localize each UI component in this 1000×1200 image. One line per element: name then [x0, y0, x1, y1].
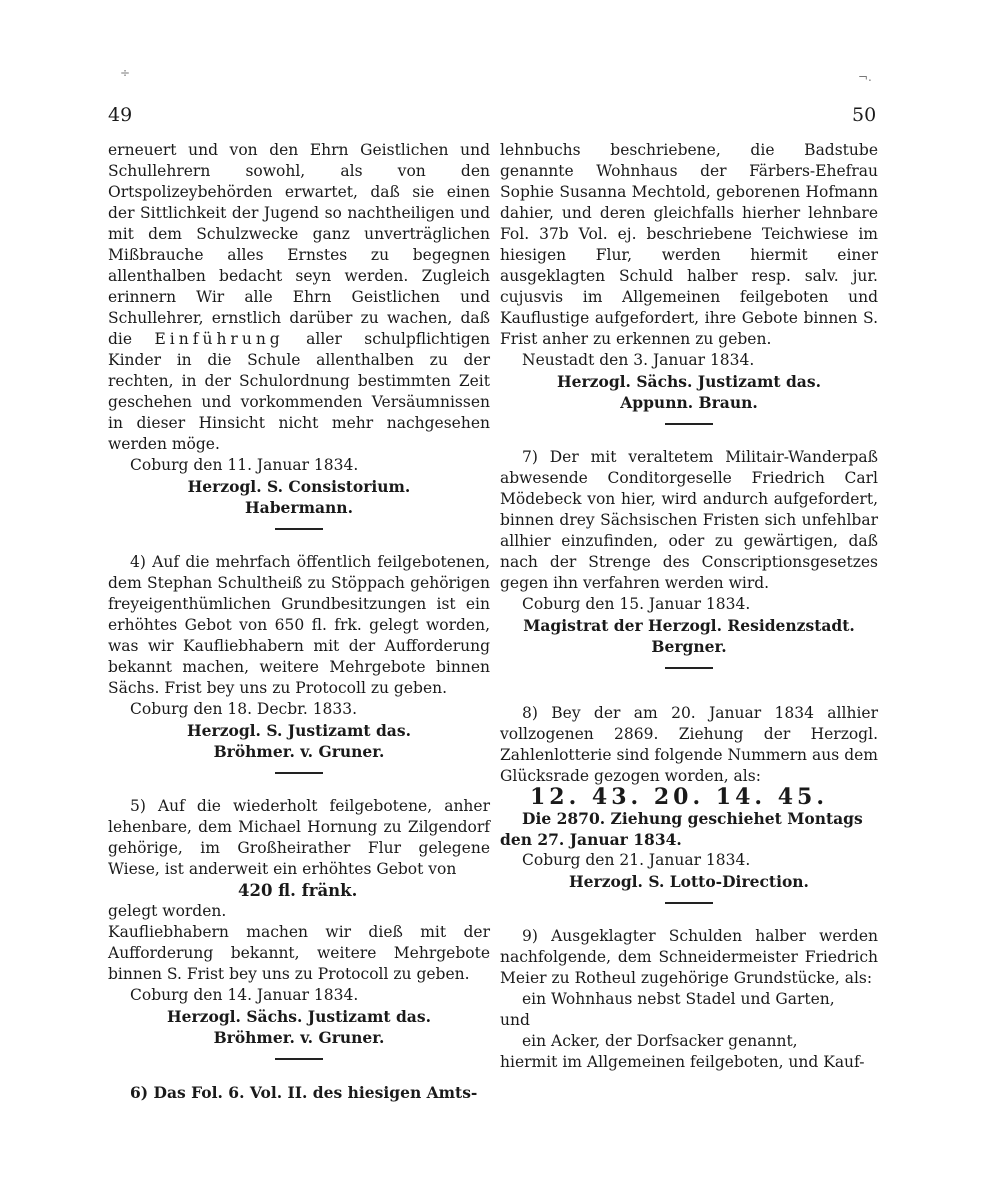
notice-3-signature: Habermann. — [245, 498, 353, 517]
notice-5-price: 420 fl. fränk. — [238, 881, 358, 900]
notice-9-end: hiermit im Allgemeinen feilgeboten, und Kauf- — [500, 1053, 865, 1071]
notice-5-date: Coburg den 14. Januar 1834. — [130, 986, 359, 1004]
notice-4-authority: Herzogl. S. Justizamt das. — [187, 721, 411, 740]
section-divider — [665, 902, 713, 904]
notice-3-date: Coburg den 11. Januar 1834. — [130, 456, 359, 474]
right-page-number: 50 — [852, 104, 877, 126]
margin-mark: ¬. — [858, 70, 872, 84]
notice-4-signature: Bröhmer. v. Gruner. — [213, 742, 385, 761]
notice-5-text-3: Kaufliebhabern machen wir dieß mit der Aufforderung bekannt, weitere Mehrgebote binnen S. Frist bey uns zu Protocoll zu geben. — [108, 923, 490, 983]
notice-9-item-1: ein Wohnhaus nebst Stadel und Garten, — [522, 990, 835, 1008]
section-divider — [275, 772, 323, 774]
section-divider — [275, 528, 323, 530]
margin-mark: ÷ — [120, 66, 131, 80]
notice-4-date: Coburg den 18. Decbr. 1833. — [130, 700, 358, 718]
left-page-number: 49 — [108, 104, 133, 126]
notice-9-und: und — [500, 1011, 530, 1029]
notice-3-text: erneuert und von den Ehrn Geistlichen und Schullehrern sowohl, als von den Ortspolizeybehörden erwartet, daß sie einen der Sittlichkeit der Jugend so nachtheiligen und mit dem Schulzwecke ganz unverträglichen Mißbrauche alles Ernstes zu begegnen allenthalben bedacht seyn werden. Zugleich erinnern Wir alle Ehrn Geistlichen und Schullehrer, ernstlich darüber zu wachen, daß die Einführung aller schulpflichtigen Kinder in die Schule allenthalben zu der rechten, in der Schulordnung bestimmten Zeit geschehen und vorkommenden Versäumnissen in dieser Hinsicht nicht mehr nachgesehen werden möge. — [108, 141, 491, 453]
section-divider — [665, 423, 713, 425]
section-divider — [275, 1058, 323, 1060]
notice-7-authority: Magistrat der Herzogl. Residenzstadt. — [523, 616, 855, 635]
notice-8-text: 8) Bey der am 20. Januar 1834 allhier vollzogenen 2869. Ziehung der Herzogl. Zahlenlotterie sind folgende Nummern aus dem Glücksrade gezogen worden, als: — [500, 704, 878, 785]
notice-6-authority: Herzogl. Sächs. Justizamt das. — [557, 372, 821, 391]
notice-6-signature: Appunn. Braun. — [620, 393, 758, 412]
section-divider — [665, 667, 713, 669]
notice-5-text: 5) Auf die wiederholt feilgebotene, anher lehenbare, dem Michael Hornung zu Zilgendorf gehörige, im Großheirather Flur gelegene Wiese, ist anderweit ein erhöhtes Gebot von — [108, 797, 490, 878]
notice-4-text: 4) Auf die mehrfach öffentlich feilgebotenen, dem Stephan Schultheiß zu Stöppach gehörigen freyeigenthümlichen Grundbesitzungen ist ein erhöhtes Gebot von 650 fl. frk. gelegt worden, was wir Kaufliebhabern mit der Aufforderung bekannt machen, weitere Mehrgebote binnen Sächs. Frist bey uns zu Protocoll zu geben. — [108, 553, 490, 697]
notice-5-authority: Herzogl. Sächs. Justizamt das. — [167, 1007, 431, 1026]
notice-6-text: 6) Das Fol. 6. Vol. II. des hiesigen Amts- — [130, 1083, 478, 1102]
notice-8-next-drawing: Die 2870. Ziehung geschiehet Montags den 27. Januar 1834. — [500, 809, 863, 849]
notice-3-authority: Herzogl. S. Consistorium. — [187, 477, 411, 496]
lottery-numbers: 12. 43. 20. 14. 45. — [530, 784, 829, 810]
notice-7-signature: Bergner. — [651, 637, 727, 656]
right-column — [500, 140, 878, 1073]
left-column — [108, 140, 490, 1103]
notice-7-date: Coburg den 15. Januar 1834. — [522, 595, 751, 613]
notice-5-text-2: gelegt worden. — [108, 902, 227, 920]
notice-6-continuation: lehnbuchs beschriebene, die Badstube genannte Wohnhaus der Färbers-Ehefrau Sophie Susanna Mechtold, geborenen Hofmann dahier, und deren gleichfalls hierher lehnbare Fol. 37b Vol. ej. beschriebene Teichwiese im hiesigen Flur, werden hiermit einer ausgeklagten Schuld halber resp. salv. jur. cujusvis im Allgemeinen feilgeboten und Kauflustige aufgefordert, ihre Gebote binnen S. Frist anher zu erkennen zu geben. — [500, 141, 878, 348]
notice-6-date: Neustadt den 3. Januar 1834. — [522, 351, 755, 369]
notice-8-authority: Herzogl. S. Lotto-Direction. — [569, 872, 809, 891]
notice-8-date: Coburg den 21. Januar 1834. — [522, 851, 751, 869]
notice-7-text: 7) Der mit veraltetem Militair-Wanderpaß abwesende Conditorgeselle Friedrich Carl Mödebeck von hier, wird andurch aufgefordert, binnen drey Sächsischen Fristen sich unfehlbar allhier einzufinden, oder zu gewärtigen, daß nach der Strenge des Conscriptionsgesetzes gegen ihn verfahren werden wird. — [500, 448, 878, 592]
notice-9-item-2: ein Acker, der Dorfsacker genannt, — [522, 1032, 798, 1050]
notice-9-text: 9) Ausgeklagter Schulden halber werden nachfolgende, dem Schneidermeister Friedrich Meier zu Rotheul zugehörige Grundstücke, als: — [500, 927, 878, 987]
notice-5-signature: Bröhmer. v. Gruner. — [213, 1028, 385, 1047]
